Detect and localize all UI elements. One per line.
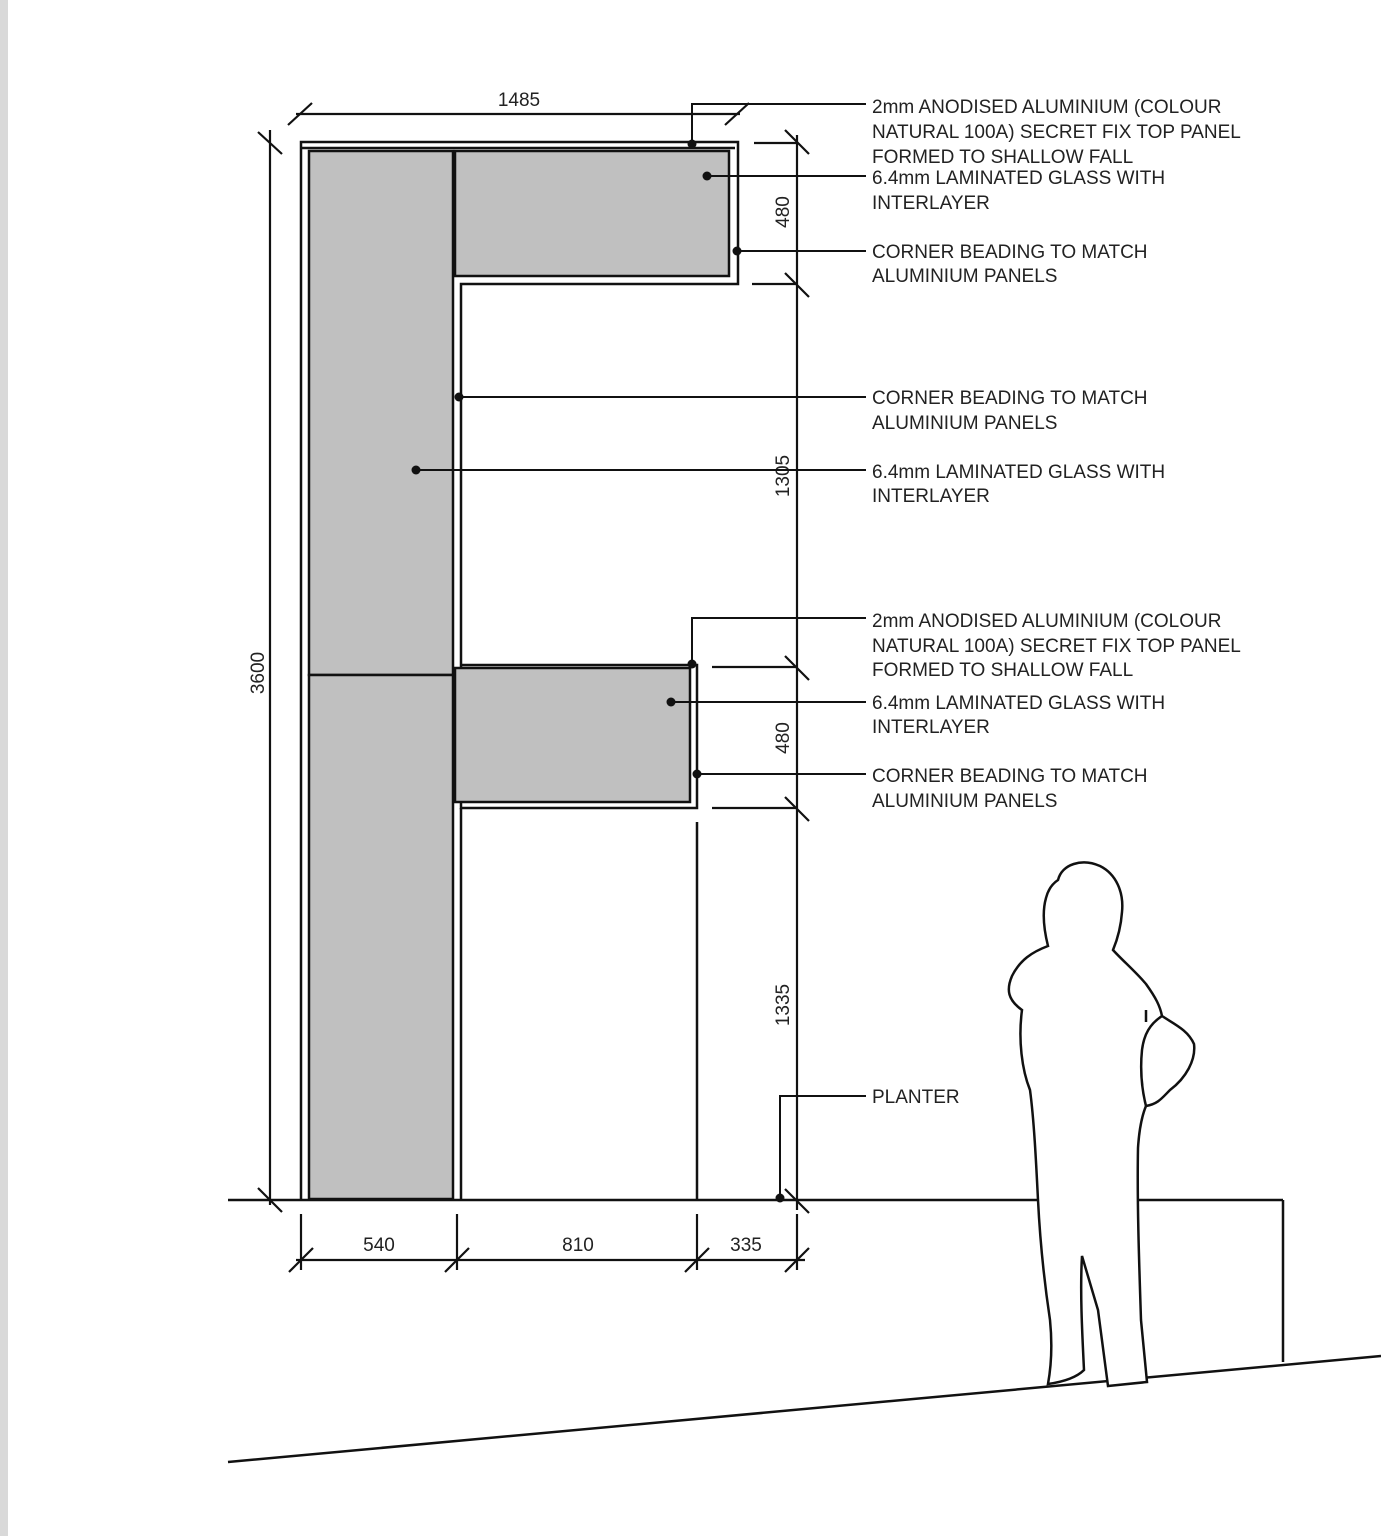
leader-dot bbox=[703, 172, 712, 181]
leader-planter bbox=[780, 1096, 866, 1198]
leader-dot bbox=[412, 466, 421, 475]
note-mid-beading: CORNER BEADING TO MATCH ALUMINIUM PANELS bbox=[872, 388, 1148, 434]
leader-dot bbox=[776, 1194, 785, 1203]
leader-dot bbox=[693, 770, 702, 779]
note-low-glass: 6.4mm LAMINATED GLASS WITH INTERLAYER bbox=[872, 693, 1166, 738]
note-low-beading: CORNER BEADING TO MATCH ALUMINIUM PANELS bbox=[872, 766, 1148, 812]
note-low-aluminium: 2mm ANODISED ALUMINIUM (COLOUR NATURAL 100A) SECRET FIX TOP PANEL FORMED TO SHALLOW FALL bbox=[872, 611, 1241, 681]
leader-dot bbox=[688, 140, 697, 149]
leader-dot bbox=[688, 660, 697, 669]
person-silhouette bbox=[1009, 862, 1194, 1386]
dim-lower-panel-height: 480 bbox=[773, 722, 794, 754]
note-top-aluminium: 2mm ANODISED ALUMINIUM (COLOUR NATURAL 100A) SECRET FIX TOP PANEL FORMED TO SHALLOW FALL bbox=[872, 97, 1241, 168]
glass-panels bbox=[309, 151, 729, 1199]
leader-top-aluminium bbox=[692, 104, 866, 144]
glass-middle-arm bbox=[455, 668, 690, 802]
dim-middle-gap-height: 1305 bbox=[773, 454, 794, 498]
glass-upper-stem bbox=[309, 151, 453, 675]
dim-overall-width: 1485 bbox=[497, 90, 541, 111]
note-top-beading: CORNER BEADING TO MATCH ALUMINIUM PANELS bbox=[872, 242, 1148, 287]
note-mid-glass: 6.4mm LAMINATED GLASS WITH INTERLAYER bbox=[872, 462, 1166, 507]
sloped-ground bbox=[228, 1356, 1381, 1462]
dim-base-gap-height: 1335 bbox=[773, 983, 794, 1027]
glass-lower-stem bbox=[309, 675, 453, 1199]
dim-top-panel-height: 480 bbox=[773, 196, 794, 228]
dim-bottom-middle-width: 810 bbox=[562, 1235, 594, 1256]
leader-low-aluminium bbox=[692, 618, 866, 664]
dim-bottom-right-width: 335 bbox=[730, 1235, 762, 1256]
dim-bottom-left-width: 540 bbox=[363, 1235, 395, 1256]
leader-dot bbox=[455, 393, 464, 402]
note-top-glass: 6.4mm LAMINATED GLASS WITH INTERLAYER bbox=[872, 168, 1166, 214]
glass-top-arm bbox=[455, 151, 729, 276]
leader-dot bbox=[733, 247, 742, 256]
dim-overall-height: 3600 bbox=[248, 651, 269, 695]
leader-dot bbox=[667, 698, 676, 707]
note-planter: PLANTER bbox=[872, 1087, 960, 1108]
